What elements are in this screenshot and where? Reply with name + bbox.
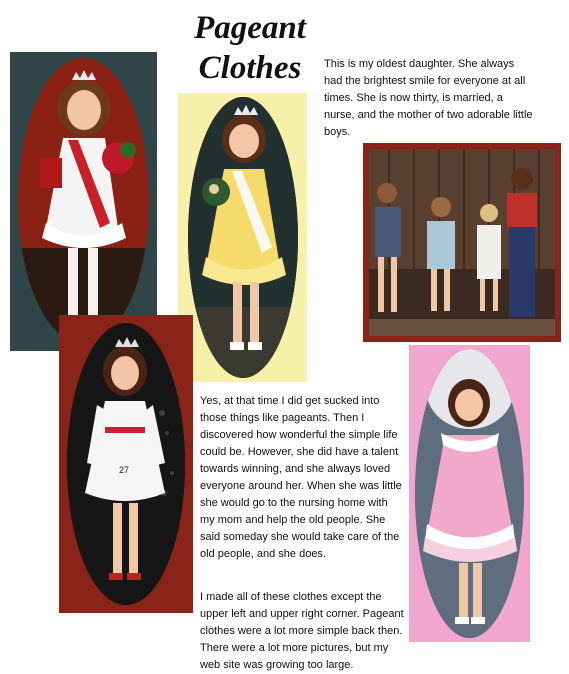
- page-title: [190, 8, 310, 88]
- photo-girl-with-roses: [10, 52, 157, 351]
- title-line-2: Clothes: [198, 50, 302, 86]
- photo-group-on-stage: [363, 143, 561, 342]
- photo-girl-white-dress: [59, 315, 193, 613]
- title-line-1: Pageant: [194, 10, 306, 46]
- photo-girl-yellow-dress: [178, 93, 307, 382]
- sash-number: 27: [119, 465, 130, 475]
- photo-girl-pink-dress: [409, 345, 530, 642]
- intro-paragraph: This is my oldest daughter. She always had the brightest smile for everyone at all times. She is now thirty, is married, a nurse, and the mother of two adorable little boys.: [324, 58, 533, 138]
- middle-paragraph: Yes, at that time I did get sucked into those things like pageants. Then I discovered how wonderful the simple life could be. However, she did have a talent towards winning, and she always loved everyone around her. When she was little she would go to the nursing home with my mom and help the old people. She said someday she would take care of the old people, and she does.: [200, 395, 402, 560]
- closing-paragraph: I made all of these clothes except the upper left and upper right corner. Pageant clothes were a lot more simple back then. There were a lot more pictures, but my web site was growing too large.: [200, 591, 404, 671]
